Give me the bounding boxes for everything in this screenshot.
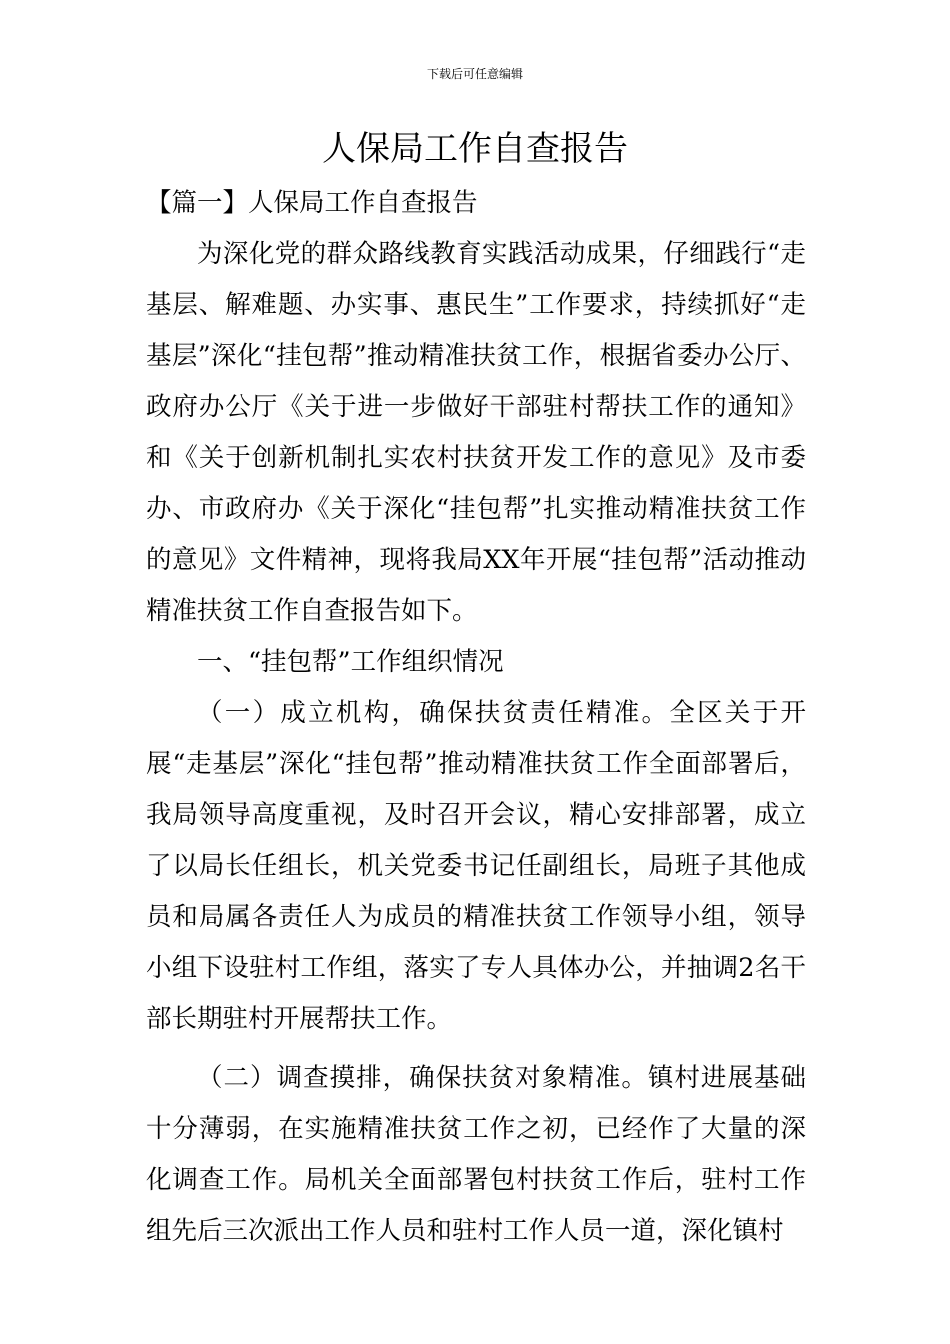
heading-organization: 一、“挂包帮”工作组织情况 [197,647,504,677]
document-title: 人保局工作自查报告 [322,129,628,169]
paragraph-investigation: （二）调查摸排，确保扶贫对象精准。镇村进展基础十分薄弱，在实施精准扶贫工作之初，已经作了大量的深化调查工作。局机关全面部署包村扶贫工作后，驻村工作组先后三次派出工作人员和驻村工作人员一道，深化镇村 [146,1063,806,1246]
document-body [146,178,806,1257]
paragraph-establish-agency: （一）成立机构，确保扶贫责任精准。全区关于开展“走基层”深化“挂包帮”推动精准扶贫工作全面部署后，我局领导高度重视，及时召开会议，精心安排部署，成立了以局长任组长，机关党委书记任副组长，局班子其他成员和局属各责任人为成员的精准扶贫工作领导小组，领导小组下设驻村工作组，落实了专人具体办公，并抽调2名干部长期驻村开展帮扶工作。 [146,698,806,1034]
header-note: 下载后可任意编辑 [426,67,523,81]
paragraph-intro: 为深化党的群众路线教育实践活动成果，仔细践行“走基层、解难题、办实事、惠民生”工作要求，持续抓好“走基层”深化“挂包帮”推动精准扶贫工作，根据省委办公厅、政府办公厅《关于进一步做好干部驻村帮扶工作的通知》和《关于创新机制扎实农村扶贫开发工作的意见》及市委办、市政府办《关于深化“挂包帮”扎实推动精准扶贫工作的意见》文件精神，现将我局XX年开展“挂包帮”活动推动精准扶贫工作自查报告如下。 [146,239,806,626]
section-label: 【篇一】人保局工作自查报告 [146,188,478,218]
